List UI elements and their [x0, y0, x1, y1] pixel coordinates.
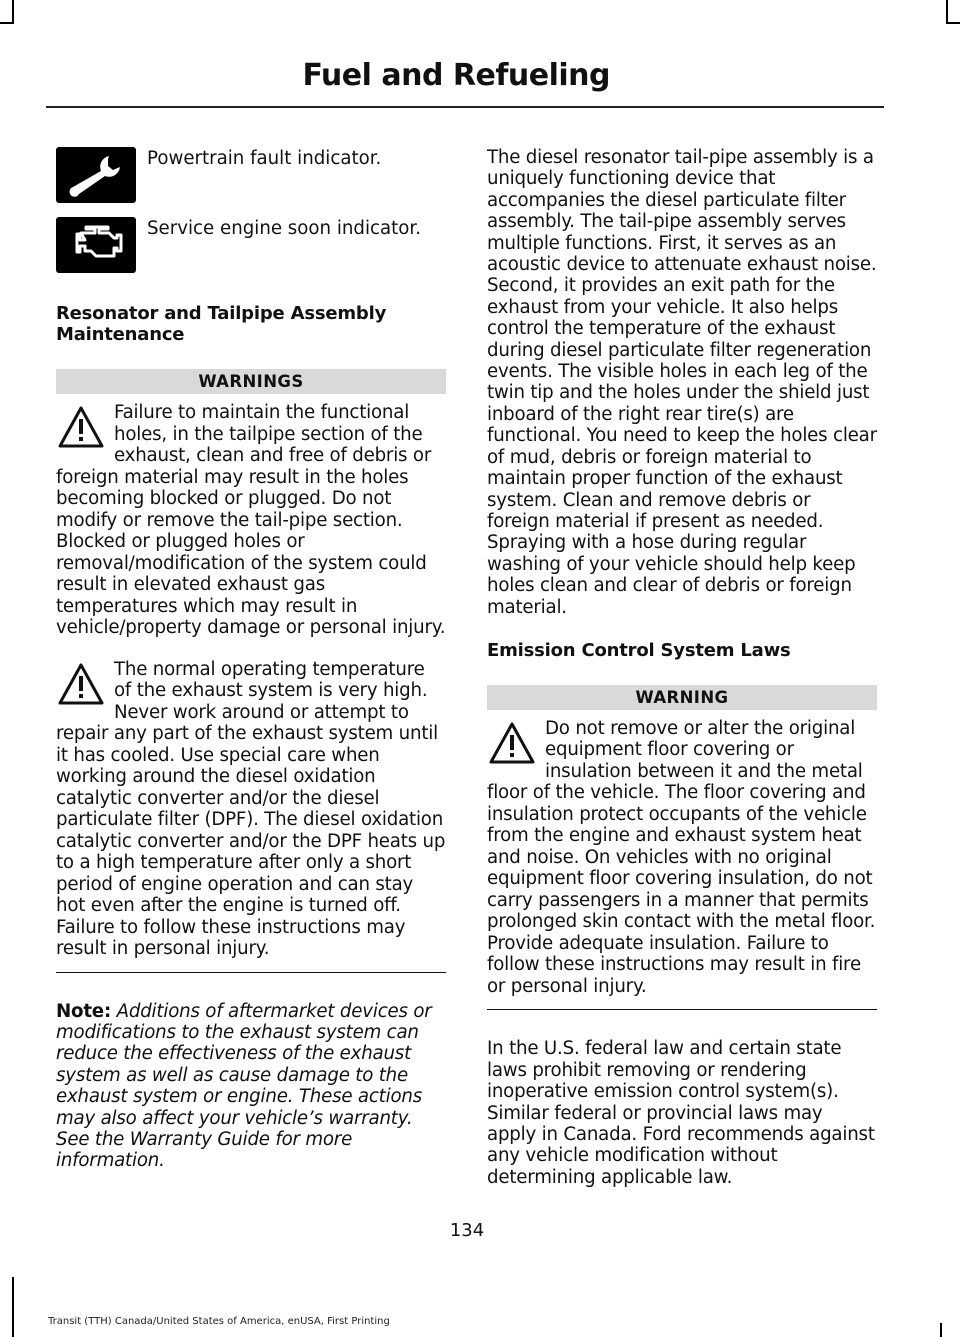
warning-triangle-icon — [56, 659, 106, 709]
warning-header: WARNING — [487, 685, 877, 710]
crop-mark — [940, 1323, 942, 1337]
resonator-description: The diesel resonator tail-pipe assembly is a uniquely functioning device that accompanies the diesel particulate filter assembly. The tail-pipe assembly serves multiple functions. First, it serves as an acoustic device to attenuate exhaust noise. Second, it provides an exit path for the exhaust from your vehicle. It also helps control the temperature of the exhaust during diesel particulate filter regeneration events. The visible holes in each leg of the twin tip and the holes under the shield just inboard of the right rear tire(s) are functional. You need to keep the holes clear of mud, debris or foreign material to maintain proper function of the exhaust system. Clean and remove debris or foreign material if present as needed. Spraying with a hose during regular washing of your vehicle should help keep holes clean and clear of debris or foreign material. — [487, 147, 877, 618]
header-rule — [46, 106, 884, 108]
right-column — [487, 147, 877, 1210]
warning-item — [56, 402, 446, 639]
indicator-service-engine — [56, 217, 446, 287]
warning-triangle-icon — [487, 718, 537, 768]
crop-mark — [946, 0, 948, 22]
indicator-label: Powertrain fault indicator. — [147, 148, 382, 169]
warning-end-rule — [56, 972, 446, 973]
warning-text: Do not remove or alter the original equipment floor covering or insulation between it and the metal floor of the vehicle. The floor covering and insulation protect occupants of the vehicle from the engine and exhaust system heat and noise. On vehicles with no original equipment floor covering insulation, do not carry passengers in a manner that permits prolonged skin contact with the metal floor. Provide adequate insulation. Failure to follow these instructions may result in fire or personal injury. — [487, 717, 876, 997]
page-number: 134 — [449, 1220, 485, 1241]
indicator-label: Service engine soon indicator. — [147, 218, 422, 239]
wrench-icon — [56, 147, 136, 203]
indicator-powertrain — [56, 147, 446, 217]
left-column — [56, 147, 446, 1172]
note-label: Note: — [56, 1000, 112, 1022]
crop-mark — [12, 1277, 14, 1337]
section-heading-resonator: Resonator and Tailpipe Assembly Maintenance — [56, 303, 387, 345]
crop-mark — [946, 22, 960, 24]
engine-icon — [56, 217, 136, 273]
warning-item — [487, 718, 877, 998]
note — [56, 1001, 446, 1172]
page-title: Fuel and Refueling — [302, 58, 610, 93]
crop-mark — [0, 22, 14, 24]
warning-text: The normal operating temperature of the exhaust system is very high. Never work around or attempt to repair any part of the exhaust system until it has cooled. Use special care when working around the diesel oxidation catalytic converter and/or the diesel particulate filter (DPF). The diesel oxidation catalytic converter and/or the DPF heats up to a high temperature after only a short period of engine operation and can stay hot even after the engine is turned off. Failure to follow these instructions may result in personal injury. — [56, 658, 446, 959]
crop-mark — [12, 0, 14, 22]
note-text: Additions of aftermarket devices or modifications to the exhaust system can reduce the effectiveness of the exhaust system as well as cause damage to the exhaust system or engine. These actions may also affect your vehicle’s warranty. See the Warranty Guide for more information. — [56, 1000, 432, 1172]
warning-end-rule — [487, 1009, 877, 1010]
warning-item — [56, 659, 446, 960]
footer-text: Transit (TTH) Canada/United States of America, enUSA, First Printing — [48, 1316, 390, 1327]
warning-text: Failure to maintain the functional holes, in the tailpipe section of the exhaust, clean and free of debris or foreign material may result in the holes becoming blocked or plugged. Do not modify or remove the tail-pipe section. Blocked or plugged holes or removal/modification of the system could result in elevated exhaust gas temperatures which may result in vehicle/property damage or personal injury. — [56, 402, 446, 638]
emission-law-text: In the U.S. federal law and certain state laws prohibit removing or rendering inoperative emission control system(s). Similar federal or provincial laws may apply in Canada. Ford recommends against any vehicle modification without determining applicable law. — [487, 1038, 875, 1188]
warning-triangle-icon — [56, 402, 106, 452]
warnings-header: WARNINGS — [56, 369, 446, 394]
section-heading-emission: Emission Control System Laws — [487, 639, 791, 661]
